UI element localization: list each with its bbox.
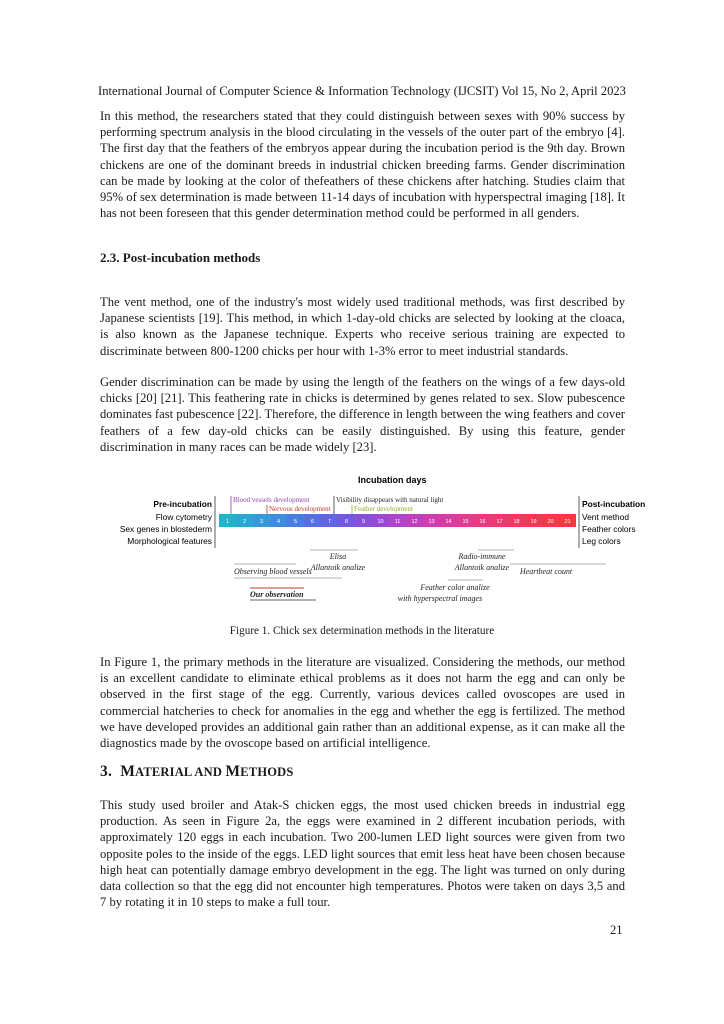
title-rest-2: ETHODS [240,765,294,779]
day-label-2: 2 [242,519,247,525]
day-label-19: 19 [530,519,537,525]
page-number: 21 [610,923,623,937]
day-label-1: 1 [225,519,230,525]
day-label-17: 17 [496,519,503,525]
method-elisa: Elisa [329,552,347,561]
day-label-5: 5 [293,519,298,525]
running-header: International Journal of Computer Science & Information Technology (IJCSIT) Vol 15, No 2, April 2023 [98,84,626,98]
right-label-vent-method: Vent method [582,512,630,522]
day-label-6: 6 [310,519,315,525]
section-title: Post-incubation methods [122,250,261,265]
day-label-4: 4 [276,519,281,525]
day-label-13: 13 [428,519,435,525]
left-label-flow-cytometry: Flow cytometry [155,512,212,522]
right-label-leg-colors: Leg colors [582,536,621,546]
right-label-post-incubation: Post-incubation [582,499,646,509]
day-label-15: 15 [462,519,469,525]
section-heading-2-3 [100,250,260,266]
paragraph-hyperspectral: In this method, the researchers stated that they could distinguish between sexes with 90% success by performing spectrum analysis in the blood circulating in the vessels of the outer part of the embryo [4]. The first day that the feathers of the embryos appear during the incubation period is the 9th day. Brown chickens are one of the dominant breeds in industrial chicken breeding farms. Gender discrimination can be made by looking at the color of thefeathers of these chickens after hatching. Studies claim that 95% of sex determination is made between 11-14 days of incubation with hyperspectral imaging [18]. It has not been foreseen that this gender determination method could be performed in all genders. [100,109,625,221]
method-feather-color: Feather color analize [420,583,490,592]
annotation-blood-vessels: Blood vessels development [233,496,310,504]
day-label-18: 18 [513,519,520,525]
section-number: 2.3. [100,250,120,265]
day-label-7: 7 [327,519,332,525]
method-allantoik-1: Allantoik analize [310,563,366,572]
day-label-12: 12 [411,519,418,525]
left-label-sex-genes: Sex genes in blostederm [119,524,212,534]
method-radio-immune: Radio-immune [458,552,506,561]
right-label-feather-colors: Feather colors [582,524,636,534]
title-rest-1: ATERIAL AND [135,765,226,779]
day-label-16: 16 [479,519,486,525]
annotation-nervous: Nervous development [269,505,331,513]
figure-incubation-methods [100,470,646,620]
method-heartbeat: Heartbeat count [519,567,573,576]
method-hyperspectral: with hyperspectral images [397,594,483,603]
left-label-pre-incubation: Pre-incubation [153,499,212,509]
day-label-10: 10 [377,519,384,525]
day-label-11: 11 [394,519,401,525]
figure-caption: Figure 1. Chick sex determination methods in the literature [229,625,495,637]
method-allantoik-2: Allantoik analize [454,563,510,572]
figure-title: Incubation days [358,475,427,485]
day-label-9: 9 [361,519,366,525]
day-strip [219,514,576,527]
annotation-visibility: Visibility disappears with natural light [336,496,444,504]
day-label-21: 21 [564,519,571,525]
day-label-20: 20 [547,519,554,525]
method-our-observation: Our observation [250,590,304,599]
day-label-3: 3 [259,519,264,525]
paragraph-figure-discussion: In Figure 1, the primary methods in the literature are visualized. Considering the methods, our method is an excellent candidate to eliminate ethical problems as it does not harm the egg and can only be observed in the first stage of the egg. Currently, various devices called ovoscopes are used in commercial hatcheries to check for anomalies in the egg and whether the egg is fertilized. The method we have developed provides an additional gain rather than an additional expense, as it can make all the diagnostics made by the ovoscope based on artificial intelligence. [100,655,625,751]
paragraph-vent-method: The vent method, one of the industry's most widely used traditional methods, was first described by Japanese scientists [19]. This method, in which 1-day-old chicks are selected by looking at the cloaca, is also known as the Japanese technique. Experts who receive serious training are expected to discriminate between 800-1200 chicks per hour with 1-3% error to meet industrial standards. [100,295,625,358]
title-cap-m: M [120,763,136,780]
day-label-8: 8 [344,519,349,525]
section-heading-3 [100,763,294,781]
annotation-feather: Feather development [354,505,413,513]
section-number: 3. [100,763,113,780]
day-label-14: 14 [445,519,452,525]
method-observing: Observing blood vessels [234,567,312,576]
paragraph-material-methods: This study used broiler and Atak-S chicken eggs, the most used chicken breeds in industrial egg production. As seen in Figure 2a, the eggs were examined in 2 different incubation periods, with approximately 120 eggs in each incubation. Two 200-lumen LED light sources were given from two opposite poles to the inside of the eggs. LED light sources that emit less heat have been chosen because high heat can potentially damage embryo development in the egg. The light was turned on only during data collection so that the egg did not encounter high temperatures. Photos were taken on days 3,5 and 7 by rotating it in 10 steps to make a full tour. [100,798,625,910]
title-cap-m2: M [225,763,241,780]
paragraph-feather-length: Gender discrimination can be made by using the length of the feathers on the wings of a few days-old chicks [20] [21]. This feathering rate in chicks is determined by genes related to sex. Slow pubescence dominates fast pubescence [22]. Therefore, the difference in length between the wing feathers and cover feathers of a few day-old chicks can be easily distinguished. By using this feature, gender discrimination in many races can be made widely [23]. [100,375,625,454]
left-label-morphological: Morphological features [127,536,212,546]
